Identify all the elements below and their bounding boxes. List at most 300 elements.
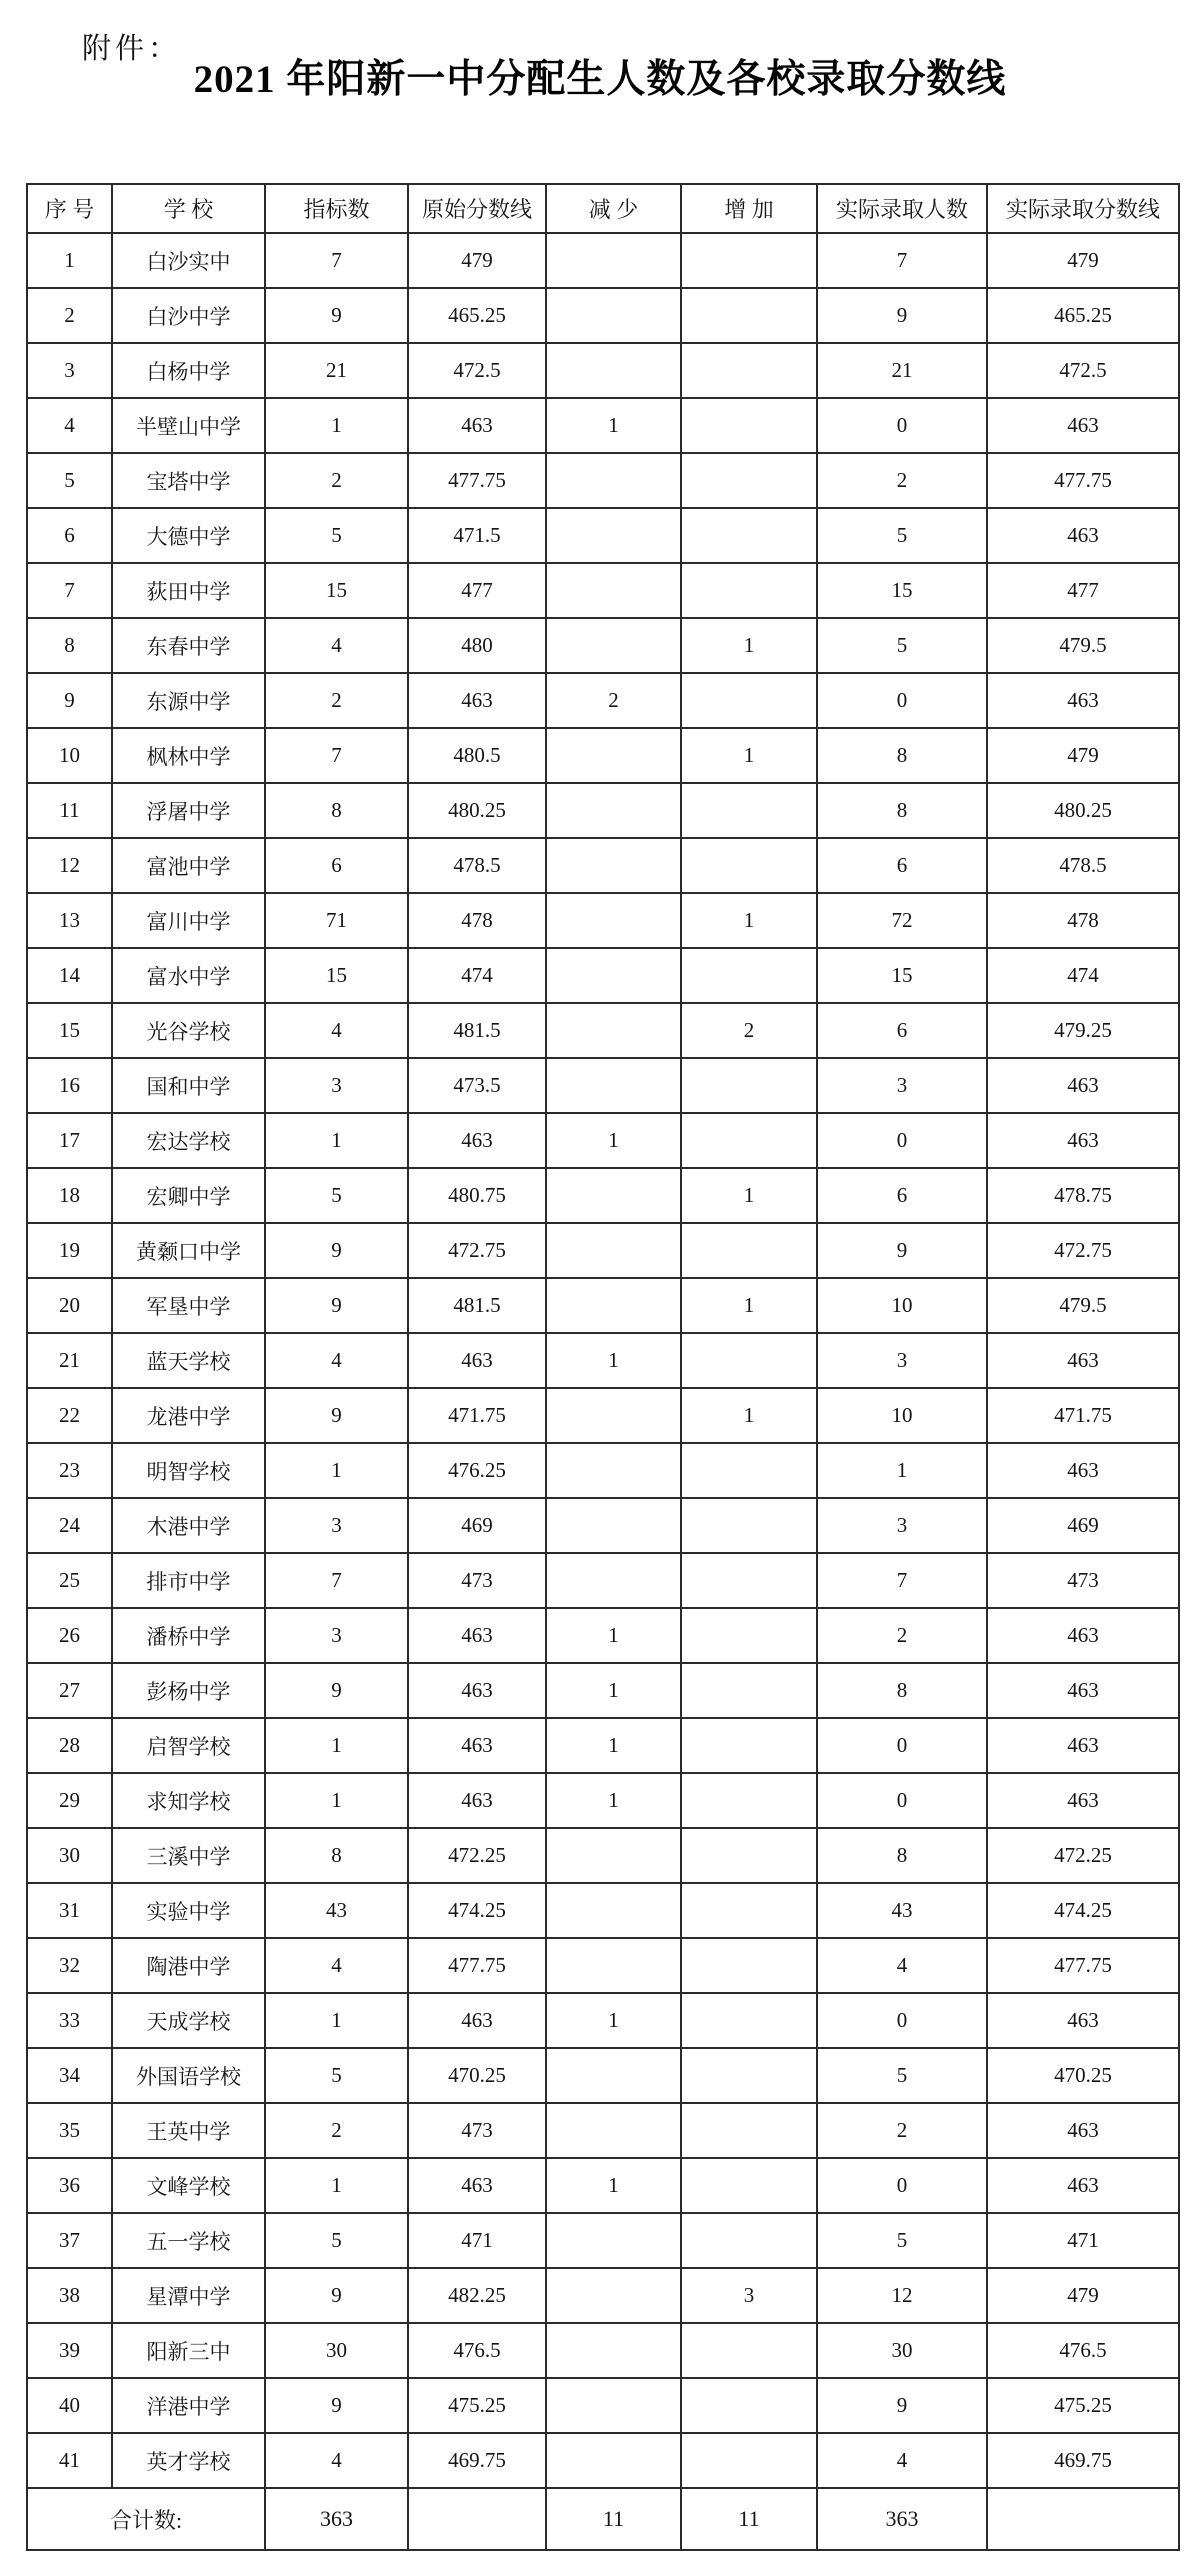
cell-actual-admitted-count: 15 [817,948,987,1003]
cell-actual-admitted-count: 6 [817,1168,987,1223]
cell-original-score-line: 479 [408,233,546,288]
cell-quota: 9 [265,288,408,343]
cell-serial-number: 7 [27,563,112,618]
cell-serial-number: 4 [27,398,112,453]
cell-serial-number: 24 [27,1498,112,1553]
cell-increase [681,1333,817,1388]
cell-school-name: 英才学校 [112,2433,265,2488]
cell-actual-admitted-count: 4 [817,2433,987,2488]
table-row [27,783,1179,838]
cell-quota: 9 [265,1388,408,1443]
cell-original-score-line: 477.75 [408,1938,546,1993]
table-row [27,2268,1179,2323]
cell-increase: 1 [681,728,817,783]
cell-serial-number: 11 [27,783,112,838]
cell-original-score-line: 478 [408,893,546,948]
cell-original-score-line: 463 [408,2158,546,2213]
table-row [27,1058,1179,1113]
cell-quota: 9 [265,2268,408,2323]
cell-original-score-line: 472.25 [408,1828,546,1883]
cell-decrease [546,1828,681,1883]
cell-original-score-line: 471.5 [408,508,546,563]
table-row [27,1333,1179,1388]
cell-decrease: 1 [546,1718,681,1773]
table-row [27,673,1179,728]
table-row [27,1828,1179,1883]
cell-decrease [546,1498,681,1553]
cell-school-name: 潘桥中学 [112,1608,265,1663]
cell-actual-score-line: 463 [987,1113,1179,1168]
cell-actual-admitted-count: 21 [817,343,987,398]
table-row [27,1938,1179,1993]
cell-serial-number: 28 [27,1718,112,1773]
cell-increase [681,508,817,563]
cell-total-increase: 11 [681,2488,817,2550]
cell-actual-admitted-count: 3 [817,1058,987,1113]
page-title: 2021 年阳新一中分配生人数及各校录取分数线 [193,58,1007,101]
cell-serial-number: 33 [27,1993,112,2048]
cell-school-name: 半壁山中学 [112,398,265,453]
cell-quota: 4 [265,618,408,673]
cell-decrease: 1 [546,1773,681,1828]
table-row [27,398,1179,453]
cell-total-actual-admitted-count: 363 [817,2488,987,2550]
cell-school-name: 宝塔中学 [112,453,265,508]
cell-serial-number: 12 [27,838,112,893]
cell-decrease [546,2378,681,2433]
cell-school-name: 阳新三中 [112,2323,265,2378]
cell-increase [681,1443,817,1498]
cell-decrease: 1 [546,1663,681,1718]
cell-actual-score-line: 472.5 [987,343,1179,398]
cell-actual-admitted-count: 10 [817,1278,987,1333]
cell-increase [681,398,817,453]
cell-school-name: 富池中学 [112,838,265,893]
cell-total-quota: 363 [265,2488,408,2550]
cell-quota: 8 [265,1828,408,1883]
cell-quota: 1 [265,1443,408,1498]
cell-decrease [546,1278,681,1333]
cell-actual-admitted-count: 0 [817,1113,987,1168]
cell-total-decrease: 11 [546,2488,681,2550]
table-header-row [27,184,1179,233]
cell-actual-score-line: 463 [987,1993,1179,2048]
cell-original-score-line: 480.5 [408,728,546,783]
cell-original-score-line: 463 [408,1993,546,2048]
cell-quota: 3 [265,1058,408,1113]
cell-increase [681,1883,817,1938]
cell-increase [681,1718,817,1773]
cell-increase: 3 [681,2268,817,2323]
cell-original-score-line: 477.75 [408,453,546,508]
cell-original-score-line: 478.5 [408,838,546,893]
cell-increase [681,2323,817,2378]
table-row [27,508,1179,563]
cell-serial-number: 8 [27,618,112,673]
table-row [27,1883,1179,1938]
cell-school-name: 龙港中学 [112,1388,265,1443]
cell-quota: 4 [265,1003,408,1058]
cell-actual-admitted-count: 43 [817,1883,987,1938]
cell-quota: 9 [265,2378,408,2433]
cell-decrease [546,453,681,508]
cell-decrease [546,1058,681,1113]
cell-quota: 9 [265,1278,408,1333]
cell-serial-number: 17 [27,1113,112,1168]
cell-actual-score-line: 479.5 [987,618,1179,673]
cell-serial-number: 14 [27,948,112,1003]
cell-serial-number: 13 [27,893,112,948]
cell-school-name: 宏达学校 [112,1113,265,1168]
cell-serial-number: 34 [27,2048,112,2103]
cell-school-name: 五一学校 [112,2213,265,2268]
cell-original-score-line: 480.75 [408,1168,546,1223]
cell-original-score-line: 477 [408,563,546,618]
table-row [27,2378,1179,2433]
cell-actual-score-line: 469 [987,1498,1179,1553]
cell-increase: 1 [681,1168,817,1223]
cell-decrease [546,1003,681,1058]
cell-school-name: 木港中学 [112,1498,265,1553]
col-header-actual-score-line: 实际录取分数线 [987,184,1179,233]
cell-original-score-line: 482.25 [408,2268,546,2323]
cell-increase [681,453,817,508]
table-row [27,1168,1179,1223]
cell-decrease [546,233,681,288]
cell-quota: 15 [265,948,408,1003]
cell-quota: 2 [265,673,408,728]
cell-school-name: 大德中学 [112,508,265,563]
cell-serial-number: 20 [27,1278,112,1333]
table-row [27,453,1179,508]
cell-decrease [546,343,681,398]
col-header-school: 学 校 [112,184,265,233]
table-row [27,1223,1179,1278]
cell-decrease [546,1938,681,1993]
cell-actual-admitted-count: 5 [817,2048,987,2103]
cell-original-score-line: 471 [408,2213,546,2268]
table-row [27,1718,1179,1773]
cell-decrease [546,1168,681,1223]
cell-increase [681,233,817,288]
cell-decrease [546,618,681,673]
cell-serial-number: 38 [27,2268,112,2323]
cell-serial-number: 10 [27,728,112,783]
cell-actual-score-line: 465.25 [987,288,1179,343]
cell-serial-number: 3 [27,343,112,398]
cell-quota: 4 [265,1938,408,1993]
cell-actual-admitted-count: 5 [817,508,987,563]
cell-serial-number: 29 [27,1773,112,1828]
cell-decrease [546,2103,681,2158]
cell-original-score-line: 463 [408,673,546,728]
cell-actual-admitted-count: 0 [817,2158,987,2213]
cell-original-score-line: 463 [408,398,546,453]
cell-actual-score-line: 473 [987,1553,1179,1608]
table-row [27,343,1179,398]
cell-original-score-line: 469.75 [408,2433,546,2488]
cell-serial-number: 6 [27,508,112,563]
cell-quota: 21 [265,343,408,398]
table-row [27,1993,1179,2048]
cell-school-name: 王英中学 [112,2103,265,2158]
cell-original-score-line: 481.5 [408,1003,546,1058]
cell-actual-admitted-count: 8 [817,1828,987,1883]
cell-increase [681,948,817,1003]
cell-school-name: 三溪中学 [112,1828,265,1883]
col-header-increase: 增 加 [681,184,817,233]
cell-decrease: 1 [546,1608,681,1663]
cell-increase [681,1058,817,1113]
cell-increase [681,2213,817,2268]
cell-original-score-line: 463 [408,1113,546,1168]
cell-actual-admitted-count: 4 [817,1938,987,1993]
cell-decrease [546,1443,681,1498]
col-header-decrease: 减 少 [546,184,681,233]
cell-increase [681,2158,817,2213]
table-row [27,563,1179,618]
cell-actual-admitted-count: 9 [817,1223,987,1278]
cell-increase: 1 [681,1388,817,1443]
cell-original-score-line: 475.25 [408,2378,546,2433]
cell-actual-admitted-count: 15 [817,563,987,618]
cell-actual-admitted-count: 6 [817,838,987,893]
table-row [27,2213,1179,2268]
table-row [27,1113,1179,1168]
cell-actual-admitted-count: 8 [817,783,987,838]
cell-serial-number: 5 [27,453,112,508]
table-row [27,2103,1179,2158]
cell-school-name: 白杨中学 [112,343,265,398]
cell-actual-admitted-count: 8 [817,728,987,783]
cell-actual-admitted-count: 2 [817,1608,987,1663]
cell-decrease: 1 [546,2158,681,2213]
cell-increase [681,2433,817,2488]
cell-quota: 1 [265,2158,408,2213]
cell-school-name: 白沙中学 [112,288,265,343]
table-row [27,1608,1179,1663]
cell-decrease [546,2048,681,2103]
cell-school-name: 浮屠中学 [112,783,265,838]
cell-actual-score-line: 479.25 [987,1003,1179,1058]
cell-actual-admitted-count: 5 [817,618,987,673]
cell-quota: 4 [265,2433,408,2488]
cell-increase [681,1223,817,1278]
table-row [27,1443,1179,1498]
cell-original-score-line: 476.25 [408,1443,546,1498]
cell-original-score-line: 480.25 [408,783,546,838]
cell-original-score-line: 480 [408,618,546,673]
cell-quota: 3 [265,1608,408,1663]
cell-serial-number: 32 [27,1938,112,1993]
cell-actual-admitted-count: 72 [817,893,987,948]
cell-increase [681,1553,817,1608]
cell-school-name: 枫林中学 [112,728,265,783]
cell-actual-admitted-count: 8 [817,1663,987,1718]
cell-actual-score-line: 477.75 [987,453,1179,508]
cell-school-name: 排市中学 [112,1553,265,1608]
cell-actual-score-line: 469.75 [987,2433,1179,2488]
cell-actual-admitted-count: 2 [817,453,987,508]
cell-school-name: 富川中学 [112,893,265,948]
attachment-label: 附件： [82,33,182,65]
cell-actual-admitted-count: 6 [817,1003,987,1058]
cell-serial-number: 40 [27,2378,112,2433]
cell-serial-number: 2 [27,288,112,343]
cell-serial-number: 23 [27,1443,112,1498]
cell-actual-score-line: 463 [987,2158,1179,2213]
cell-increase [681,1773,817,1828]
cell-actual-admitted-count: 9 [817,2378,987,2433]
cell-serial-number: 15 [27,1003,112,1058]
cell-increase [681,1113,817,1168]
cell-original-score-line: 472.75 [408,1223,546,1278]
cell-actual-score-line: 475.25 [987,2378,1179,2433]
col-header-actual-admitted-count: 实际录取人数 [817,184,987,233]
cell-decrease: 2 [546,673,681,728]
table-row [27,1003,1179,1058]
cell-actual-score-line: 463 [987,673,1179,728]
cell-school-name: 陶港中学 [112,1938,265,1993]
cell-actual-score-line: 463 [987,1663,1179,1718]
cell-actual-score-line: 479 [987,233,1179,288]
cell-quota: 1 [265,1113,408,1168]
table-total-row [27,2488,1179,2550]
cell-actual-admitted-count: 3 [817,1333,987,1388]
cell-school-name: 白沙实中 [112,233,265,288]
cell-quota: 5 [265,1168,408,1223]
cell-actual-score-line: 478.5 [987,838,1179,893]
cell-original-score-line: 465.25 [408,288,546,343]
cell-decrease [546,1223,681,1278]
cell-serial-number: 22 [27,1388,112,1443]
cell-quota: 2 [265,453,408,508]
cell-quota: 6 [265,838,408,893]
cell-actual-score-line: 471 [987,2213,1179,2268]
cell-serial-number: 37 [27,2213,112,2268]
cell-increase [681,563,817,618]
cell-original-score-line: 469 [408,1498,546,1553]
cell-decrease: 1 [546,1993,681,2048]
table-row [27,2158,1179,2213]
cell-actual-score-line: 463 [987,398,1179,453]
cell-actual-score-line: 474.25 [987,1883,1179,1938]
table-row [27,288,1179,343]
cell-decrease [546,508,681,563]
cell-decrease [546,893,681,948]
cell-quota: 2 [265,2103,408,2158]
cell-serial-number: 18 [27,1168,112,1223]
cell-school-name: 军垦中学 [112,1278,265,1333]
table-row [27,1388,1179,1443]
cell-serial-number: 1 [27,233,112,288]
cell-school-name: 彭杨中学 [112,1663,265,1718]
cell-serial-number: 25 [27,1553,112,1608]
cell-decrease [546,2323,681,2378]
cell-decrease [546,2433,681,2488]
cell-quota: 1 [265,398,408,453]
cell-actual-score-line: 479 [987,728,1179,783]
cell-actual-admitted-count: 0 [817,1718,987,1773]
cell-total-original-score-line [408,2488,546,2550]
cell-quota: 15 [265,563,408,618]
cell-school-name: 外国语学校 [112,2048,265,2103]
cell-quota: 9 [265,1663,408,1718]
cell-increase [681,1663,817,1718]
cell-decrease [546,948,681,1003]
table-row [27,2433,1179,2488]
cell-actual-score-line: 478.75 [987,1168,1179,1223]
cell-quota: 5 [265,508,408,563]
cell-actual-admitted-count: 7 [817,1553,987,1608]
cell-serial-number: 30 [27,1828,112,1883]
cell-quota: 1 [265,1718,408,1773]
cell-increase [681,1828,817,1883]
cell-quota: 7 [265,728,408,783]
cell-decrease [546,838,681,893]
cell-actual-admitted-count: 30 [817,2323,987,2378]
cell-increase [681,1938,817,1993]
cell-increase [681,2378,817,2433]
cell-original-score-line: 463 [408,1773,546,1828]
cell-original-score-line: 476.5 [408,2323,546,2378]
cell-school-name: 国和中学 [112,1058,265,1113]
cell-school-name: 明智学校 [112,1443,265,1498]
cell-serial-number: 21 [27,1333,112,1388]
cell-serial-number: 16 [27,1058,112,1113]
cell-serial-number: 39 [27,2323,112,2378]
cell-original-score-line: 474.25 [408,1883,546,1938]
col-header-quota: 指标数 [265,184,408,233]
cell-quota: 5 [265,2048,408,2103]
table-row [27,728,1179,783]
cell-actual-admitted-count: 0 [817,673,987,728]
cell-quota: 1 [265,1773,408,1828]
cell-actual-admitted-count: 7 [817,233,987,288]
cell-actual-admitted-count: 10 [817,1388,987,1443]
cell-quota: 7 [265,1553,408,1608]
cell-quota: 1 [265,1993,408,2048]
table-body [27,233,1179,2488]
cell-increase [681,2048,817,2103]
cell-actual-score-line: 474 [987,948,1179,1003]
col-header-original-score-line: 原始分数线 [408,184,546,233]
cell-decrease: 1 [546,398,681,453]
cell-serial-number: 9 [27,673,112,728]
cell-actual-score-line: 477 [987,563,1179,618]
cell-quota: 7 [265,233,408,288]
cell-actual-score-line: 463 [987,2103,1179,2158]
cell-serial-number: 41 [27,2433,112,2488]
cell-school-name: 蓝天学校 [112,1333,265,1388]
cell-school-name: 启智学校 [112,1718,265,1773]
cell-actual-score-line: 479 [987,2268,1179,2323]
cell-original-score-line: 473 [408,2103,546,2158]
cell-total-label: 合计数: [27,2488,265,2550]
table-row [27,838,1179,893]
cell-actual-score-line: 470.25 [987,2048,1179,2103]
cell-increase [681,673,817,728]
cell-increase [681,838,817,893]
cell-school-name: 实验中学 [112,1883,265,1938]
cell-actual-score-line: 471.75 [987,1388,1179,1443]
cell-increase: 2 [681,1003,817,1058]
cell-school-name: 宏卿中学 [112,1168,265,1223]
cell-school-name: 文峰学校 [112,2158,265,2213]
score-table [26,183,1180,2551]
cell-serial-number: 36 [27,2158,112,2213]
cell-actual-score-line: 477.75 [987,1938,1179,1993]
